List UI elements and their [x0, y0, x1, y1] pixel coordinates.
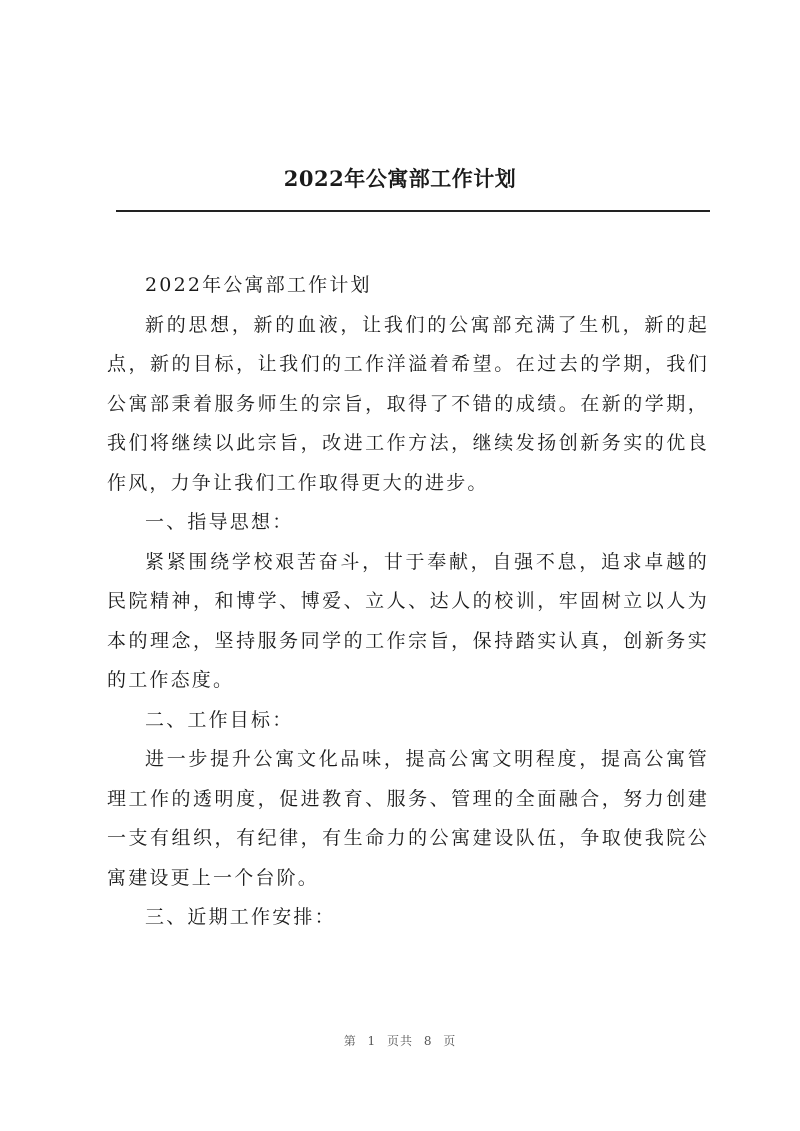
document-body — [107, 266, 709, 938]
page-number: 第 1 页共 8 页 — [343, 1034, 457, 1048]
section-heading-recent-arrangements: 三、近期工作安排： — [145, 906, 336, 928]
guiding-ideology-paragraph: 紧紧围绕学校艰苦奋斗，甘于奉献，自强不息，追求卓越的民院精神，和博学、博爱、立人、达人的校训，牢固树立以人为本的理念，坚持服务同学的工作宗旨，保持踏实认真，创新务实的工作态度。 — [107, 550, 709, 691]
work-goals-paragraph: 进一步提升公寓文化品味，提高公寓文明程度，提高公寓管理工作的透明度，促进教育、服务、管理的全面融合，努力创建一支有组织，有纪律，有生命力的公寓建设队伍，争取使我院公寓建设更上一个台阶。 — [107, 748, 709, 889]
section-heading-guiding-ideology: 一、指导思想： — [145, 511, 294, 533]
intro-paragraph: 新的思想，新的血液，让我们的公寓部充满了生机，新的起点，新的目标，让我们的工作洋溢着希望。在过去的学期，我们公寓部秉着服务师生的宗旨，取得了不错的成绩。在新的学期，我们将继续以此宗旨，改进工作方法，继续发扬创新务实的优良作风，力争让我们工作取得更大的进步。 — [107, 313, 709, 494]
section-heading-work-goals: 二、工作目标： — [145, 708, 294, 731]
title-divider — [116, 210, 710, 212]
document-title: 2022年公寓部工作计划 — [283, 166, 517, 191]
body-heading: 2022年公寓部工作计划 — [145, 274, 372, 296]
